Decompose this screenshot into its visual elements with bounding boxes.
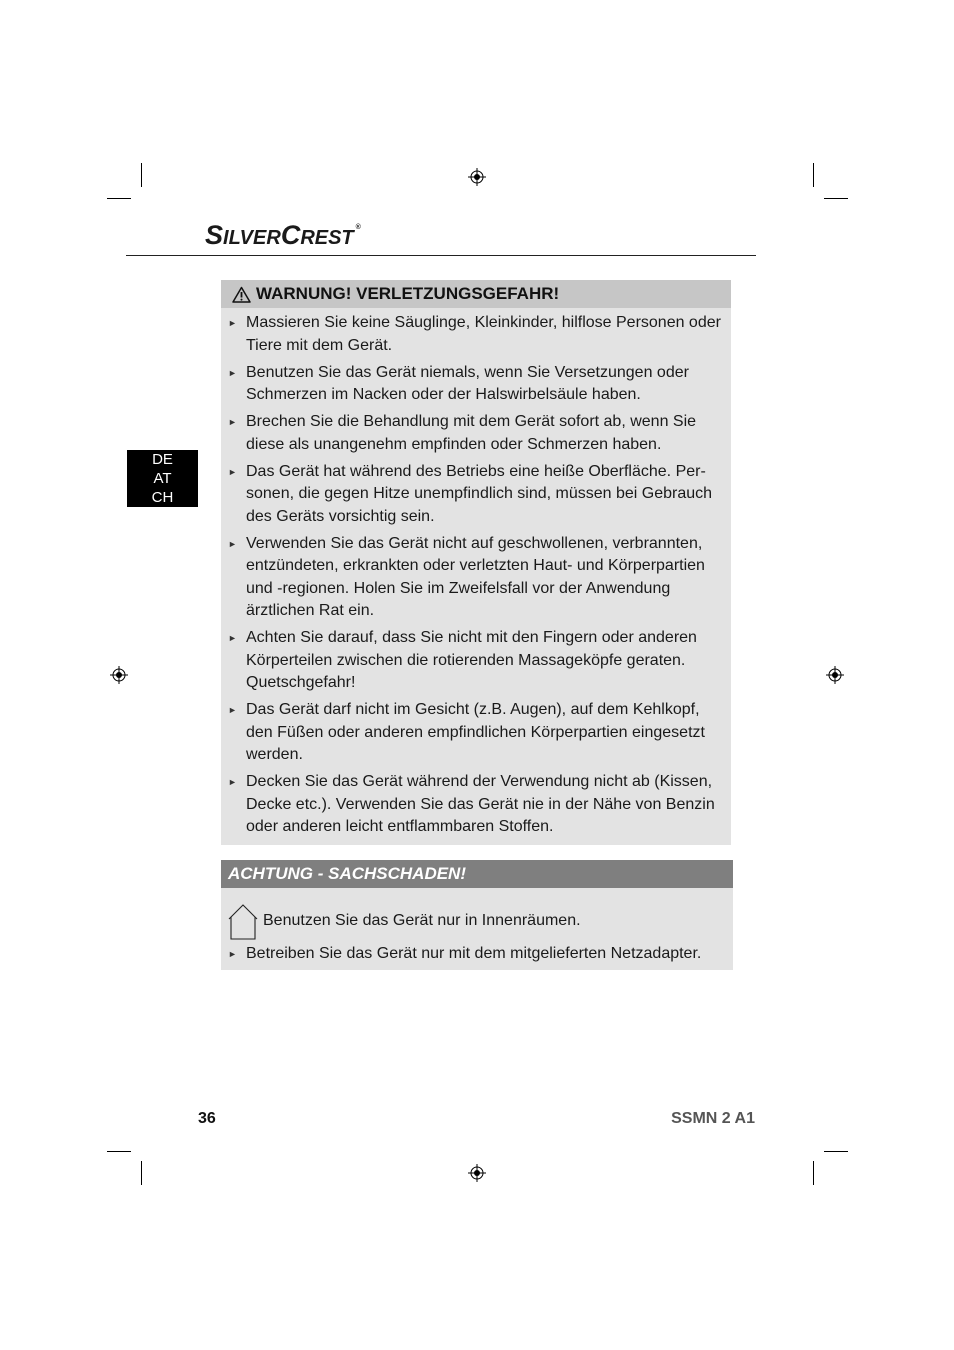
bullet-arrow-icon: ► <box>228 777 237 787</box>
crop-mark <box>107 1151 131 1152</box>
list-item <box>221 771 731 839</box>
registered-mark: ® <box>355 224 361 231</box>
list-item <box>221 943 733 966</box>
list-item-text: Benutzen Sie das Gerät niemals, wenn Sie Versetzungen oder Schmerzen im Nacken oder der Halswirbelsäule haben. <box>246 363 689 403</box>
caution-title: ACHTUNG - SACHSCHADEN! <box>228 864 466 883</box>
list-item-text: Achten Sie darauf, dass Sie nicht mit den Fingern oder anderen Körperteilen zwischen die rotierenden Massageköpfe geraten. Quetschgefahr! <box>246 629 697 691</box>
bullet-arrow-icon: ► <box>228 705 237 715</box>
registration-mark-icon <box>110 666 128 684</box>
brand-text: REST <box>300 227 354 249</box>
house-icon <box>227 903 259 940</box>
page-number: 36 <box>198 1110 216 1127</box>
language-code: AT <box>153 470 172 487</box>
bullet-arrow-icon: ► <box>228 367 237 378</box>
caution-box <box>221 860 733 970</box>
language-code: CH <box>151 489 174 506</box>
list-item-text: Das Gerät hat während des Betriebs eine heiße Oberfläche. Personen, die gegen Hitze unempfindlich sind, müssen bei Gebrauch des Geräts vorsichtig sein. <box>246 462 713 525</box>
list-item <box>221 312 731 357</box>
list-item-text: Das Gerät darf nicht im Gesicht (z.B. Augen), auf dem Kehlkopf, den Füßen oder anderen empfindlichen Körperpartien eingesetzt werden. <box>246 701 705 763</box>
bullet-arrow-icon: ► <box>228 633 237 643</box>
list-item-text: Brechen Sie die Behandlung mit dem Gerät sofort ab, wenn Sie diese als unangenehm empfinden oder Schmerzen haben. <box>246 413 697 453</box>
warning-list <box>221 308 731 839</box>
caution-list <box>221 943 733 966</box>
bullet-arrow-icon: ► <box>228 466 237 477</box>
warning-triangle-icon <box>232 286 251 303</box>
brand-text: ILVER <box>223 227 281 249</box>
model-number: SSMN 2 A1 <box>671 1110 755 1127</box>
language-code: DE <box>152 451 173 468</box>
caution-header <box>221 860 733 888</box>
warning-header <box>221 280 731 308</box>
list-item <box>221 699 731 767</box>
warning-title: WARNUNG! VERLETZUNGSGEFAHR! <box>256 284 560 303</box>
list-item <box>221 461 731 529</box>
list-item <box>221 627 731 695</box>
indoor-use-text: Benutzen Sie das Gerät nur in Innenräumen. <box>263 912 581 929</box>
list-item-text: Massieren Sie keine Säuglinge, Kleinkinder, hilflose Personen oder Tiere mit dem Gerät. <box>246 314 721 354</box>
list-item-text: Betreiben Sie das Gerät nur mit dem mitgelieferten Netzadapter. <box>246 945 702 962</box>
list-item <box>221 362 731 407</box>
bullet-arrow-icon: ► <box>228 318 237 328</box>
list-item <box>221 533 731 623</box>
crop-mark <box>813 163 814 187</box>
language-tab <box>127 450 198 507</box>
crop-mark <box>813 1161 814 1185</box>
crop-mark <box>824 1151 848 1152</box>
crop-mark <box>141 163 142 187</box>
brand-letter: S <box>205 220 224 250</box>
list-item-text: Verwenden Sie das Gerät nicht auf geschwollenen, verbrannten, entzündeten, erkrankten oder verletzten Haut- und Körperpartien und -regionen. Holen Sie im Zweifelsfall vor der Anwendung ärztlichen Rat ein. <box>246 534 705 619</box>
indoor-use-note <box>221 902 733 940</box>
list-item <box>221 411 731 456</box>
registration-mark-icon <box>826 666 844 684</box>
warning-box <box>221 280 731 845</box>
registration-mark-icon <box>468 168 486 186</box>
brand-logo <box>205 220 361 251</box>
registration-mark-icon <box>468 1164 486 1182</box>
crop-mark <box>141 1161 142 1185</box>
list-item-text: Decken Sie das Gerät während der Verwendung nicht ab (Kissen, Decke etc.). Verwenden Sie das Gerät nie in der Nähe von Benzin oder anderen leicht entflammbaren Stoffen. <box>246 773 715 835</box>
crop-mark <box>824 198 848 199</box>
brand-letter: C <box>280 220 301 250</box>
bullet-arrow-icon: ► <box>228 949 237 959</box>
bullet-arrow-icon: ► <box>228 538 237 549</box>
bullet-arrow-icon: ► <box>228 417 237 427</box>
crop-mark <box>107 198 131 199</box>
header-divider <box>126 255 756 256</box>
